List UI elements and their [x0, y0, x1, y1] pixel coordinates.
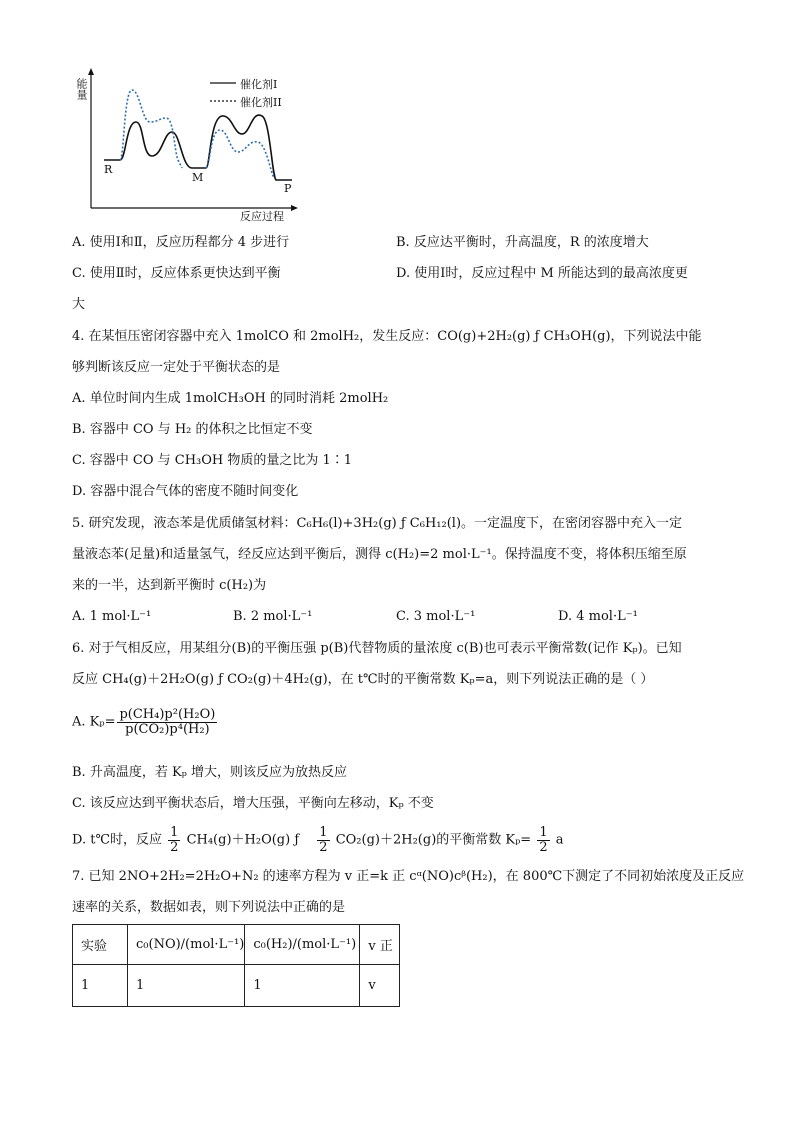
q5-option-c: C. 3 mol·L⁻¹ [396, 609, 476, 624]
q6-option-d-end: a [555, 832, 564, 848]
q6-d-frac2-den: 2 [319, 840, 328, 855]
q5-stem-line3: 来的一半，达到新平衡时 c(H₂)为 [72, 578, 267, 593]
q6-d-frac1-num: 1 [170, 825, 179, 840]
q4-option-b: B. 容器中 CO 与 H₂ 的体积之比恒定不变 [72, 422, 313, 437]
label-m: M [192, 171, 204, 184]
legend-2-label: 催化剂II [240, 96, 282, 109]
q6-stem-line2: 反应 CH₄(g)＋2H₂O(g) ƒ CO₂(g)＋4H₂(g)，在 t℃时的平衡常数 Kₚ=a，则下列说法正确的是（ ） [72, 672, 654, 687]
q6-d-frac1-den: 2 [170, 840, 179, 855]
q3-option-c: C. 使用Ⅱ时，反应体系更快达到平衡 [72, 266, 281, 281]
q7-stem-line2: 速率的关系，数据如表，则下列说法中正确的是 [72, 900, 346, 915]
q6-d-frac2-num: 1 [319, 825, 328, 840]
q4-option-a: A. 单位时间内生成 1molCH₃OH 的同时消耗 2molH₂ [72, 391, 389, 406]
q6-option-d [72, 826, 564, 855]
q6-option-d-fraction-2 [317, 826, 329, 855]
q3-option-b: B. 反应达平衡时，升高温度，R 的浓度增大 [396, 235, 649, 250]
table-cell: 1 [73, 965, 128, 1007]
q3-option-d: D. 使用Ⅰ时，反应过程中 M 所能达到的最高浓度更 [396, 266, 688, 281]
q6-option-a-denominator: p(CO₂)p⁴(H₂) [125, 722, 210, 737]
q6-option-a [72, 708, 219, 737]
table-header-cell: 实验 [73, 925, 128, 965]
q4-option-c: C. 容器中 CO 与 CH₃OH 物质的量之比为 1∶1 [72, 453, 353, 468]
table-row [73, 965, 400, 1007]
y-axis-label: 能量 [75, 78, 88, 100]
label-p: P [284, 182, 292, 195]
q6-option-a-prefix: A. Kₚ= [72, 714, 116, 730]
q7-stem-line1: 7. 已知 2NO+2H₂=2H₂O+N₂ 的速率方程为 v 正=k 正 cᵅ(NO)cᵝ(H₂)，在 800℃下测定了不同初始浓度及正反应 [72, 869, 745, 884]
q5-option-a: A. 1 mol·L⁻¹ [72, 609, 152, 624]
legend-1-label: 催化剂I [240, 78, 278, 91]
q3-option-d-cont: 大 [72, 297, 86, 312]
table-header-cell: c₀(H₂)/(mol·L⁻¹) [245, 925, 360, 965]
q5-stem-line2: 量液态苯(足量)和适量氢气，经反应达到平衡后，测得 c(H₂)=2 mol·L⁻¹。保持温度不变，将体积压缩至原 [72, 547, 687, 562]
table-cell: v [360, 965, 400, 1007]
q6-d-frac3-den: 2 [539, 840, 548, 855]
y-axis-arrow [88, 68, 94, 75]
q7-data-table [72, 924, 400, 1007]
q6-option-b: B. 升高温度，若 Kₚ 增大，则该反应为放热反应 [72, 765, 347, 780]
q6-option-a-numerator: p(CH₄)p²(H₂O) [119, 707, 216, 722]
x-axis-arrow [291, 205, 298, 211]
q4-stem-line2: 够判断该反应一定处于平衡状态的是 [72, 360, 281, 375]
q6-d-frac3-num: 1 [539, 825, 548, 840]
q6-option-d-mid2: CO₂(g)＋2H₂(g)的平衡常数 Kₚ= [335, 832, 532, 848]
q6-option-d-prefix: D. t℃时，反应 [72, 832, 162, 848]
q5-option-b: B. 2 mol·L⁻¹ [233, 609, 313, 624]
table-cell: 1 [128, 965, 245, 1007]
q6-option-c: C. 该反应达到平衡状态后，增大压强，平衡向左移动，Kₚ 不变 [72, 796, 434, 811]
label-r: R [104, 163, 113, 176]
x-axis-label: 反应过程 [240, 210, 284, 223]
table-header-cell: c₀(NO)/(mol·L⁻¹) [128, 925, 245, 965]
q3-option-a: A. 使用Ⅰ和Ⅱ，反应历程都分 4 步进行 [72, 235, 290, 250]
q5-option-d: D. 4 mol·L⁻¹ [558, 609, 638, 624]
q6-option-d-mid1: CH₄(g)＋H₂O(g) ƒ [186, 832, 300, 848]
q6-option-d-fraction-3 [537, 826, 549, 855]
table-cell: 1 [245, 965, 360, 1007]
q4-stem-line1: 4. 在某恒压密闭容器中充入 1molCO 和 2molH₂，发生反应：CO(g)+2H₂(g) ƒ CH₃OH(g)，下列说法中能 [72, 329, 702, 344]
q6-option-a-fraction [117, 708, 217, 737]
q4-option-d: D. 容器中混合气体的密度不随时间变化 [72, 484, 299, 499]
table-header-cell: v 正 [360, 925, 400, 965]
q6-option-d-fraction-1 [168, 826, 180, 855]
q5-stem-line1: 5. 研究发现，液态苯是优质储氢材料：C₆H₆(l)+3H₂(g) ƒ C₆H₁₂(l)。一定温度下，在密闭容器中充入一定 [72, 516, 683, 531]
q6-stem-line1: 6. 对于气相反应，用某组分(B)的平衡压强 p(B)代替物质的量浓度 c(B)也可表示平衡常数(记作 Kₚ)。已知 [72, 641, 682, 656]
